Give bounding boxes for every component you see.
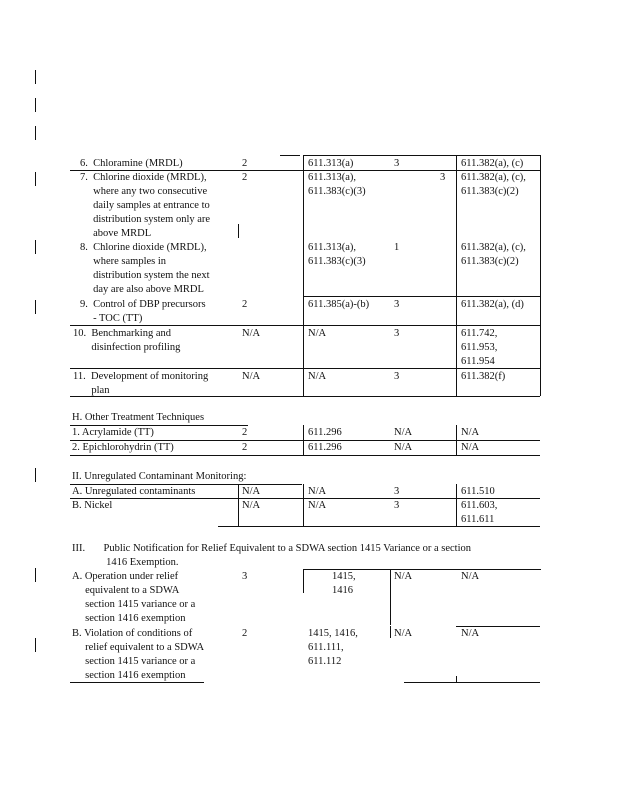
table-cell: 611.510 — [461, 486, 495, 497]
table-row-label: 1. Acrylamide (TT) — [72, 427, 154, 438]
table-cell: N/A — [394, 628, 413, 639]
table-cell: 3 — [394, 486, 400, 497]
table-cell: N/A — [394, 427, 413, 438]
table-cell: 2 — [242, 299, 248, 310]
table-cell: 611.313(a), 611.383(c)(3) — [308, 242, 366, 267]
table-cell: 611.603, 611.611 — [461, 500, 498, 525]
table-row-label: 2. Epichlorohydrin (TT) — [72, 442, 174, 453]
table-cell: 3 — [440, 172, 446, 183]
table-cell: 611.742, 611.953, 611.954 — [461, 328, 498, 367]
table-row-label: B. Nickel — [72, 500, 113, 511]
table-row-label: 6. Chloramine (MRDL) — [80, 158, 183, 169]
table-cell: N/A — [242, 328, 261, 339]
table-cell: 3 — [394, 371, 400, 382]
change-bar — [35, 468, 36, 482]
table-cell: N/A — [461, 628, 480, 639]
change-bar — [35, 638, 36, 652]
table-cell: N/A — [461, 427, 480, 438]
table-cell: 1415, 1416 — [332, 571, 356, 596]
table-cell: N/A — [394, 571, 413, 582]
table-row-label: 7. Chlorine dioxide (MRDL), where any two consecutive daily samples at entrance to distribution system only are above MRDL — [80, 172, 211, 239]
table-cell: N/A — [308, 371, 327, 382]
table-cell: 611.382(a), (c), 611.383(c)(2) — [461, 242, 526, 267]
table-row-label: A. Unregulated contaminants — [72, 486, 196, 497]
table-cell: N/A — [394, 442, 413, 453]
table-cell: 2 — [242, 158, 248, 169]
table-cell: N/A — [242, 486, 261, 497]
table-cell: 1 — [394, 242, 400, 253]
table-cell: 611.382(a), (c) — [461, 158, 524, 169]
change-bar — [35, 70, 36, 84]
table-cell: 1415, 1416, 611.111, 611.112 — [308, 628, 358, 667]
table-cell: 611.382(f) — [461, 371, 506, 382]
change-bar — [35, 300, 36, 314]
table-cell: N/A — [461, 571, 480, 582]
section-heading: II. Unregulated Contaminant Monitoring: — [72, 471, 247, 482]
table-cell: N/A — [308, 500, 327, 511]
table-cell: 611.296 — [308, 427, 342, 438]
table-row-label: 8. Chlorine dioxide (MRDL), where samples in distribution system the next day are also above MRDL — [80, 242, 210, 295]
table-row-label: 9. Control of DBP precursors - TOC (TT) — [80, 299, 206, 324]
table-row-label: 10. Benchmarking and disinfection profiling — [73, 328, 181, 353]
table-cell: 2 — [242, 172, 248, 183]
table-cell: N/A — [308, 486, 327, 497]
table-cell: N/A — [242, 500, 261, 511]
change-bar — [35, 240, 36, 254]
table-cell: 3 — [394, 299, 400, 310]
table-cell: 3 — [394, 328, 400, 339]
table-row-label: B. Violation of conditions of relief equivalent to a SDWA section 1415 variance or a section 1416 exemption — [72, 628, 205, 681]
table-cell: N/A — [461, 442, 480, 453]
table-cell: 611.313(a) — [308, 158, 354, 169]
change-bar — [35, 172, 36, 186]
section-heading: III. Public Notification for Relief Equivalent to a SDWA section 1415 Variance or a section 1416 Exemption. — [72, 543, 471, 568]
table-cell: 2 — [242, 628, 248, 639]
table-cell: 2 — [242, 442, 248, 453]
change-bar — [35, 98, 36, 112]
change-bar — [35, 568, 36, 582]
table-cell: 2 — [242, 427, 248, 438]
table-cell: 611.382(a), (c), 611.383(c)(2) — [461, 172, 526, 197]
table-row-label: A. Operation under relief equivalent to a SDWA section 1415 variance or a section 1416 exemption — [72, 571, 196, 624]
table-cell: 3 — [394, 500, 400, 511]
table-cell: N/A — [242, 371, 261, 382]
table-cell: 3 — [394, 158, 400, 169]
table-cell: 3 — [242, 571, 248, 582]
table-cell: N/A — [308, 328, 327, 339]
table-cell: 611.382(a), (d) — [461, 299, 524, 310]
section-heading: H. Other Treatment Techniques — [72, 412, 205, 423]
table-cell: 611.296 — [308, 442, 342, 453]
table-cell: 611.385(a)-(b) — [308, 299, 370, 310]
table-cell: 611.313(a), 611.383(c)(3) — [308, 172, 366, 197]
table-row-label: 11. Development of monitoring plan — [73, 371, 209, 396]
change-bar — [35, 126, 36, 140]
